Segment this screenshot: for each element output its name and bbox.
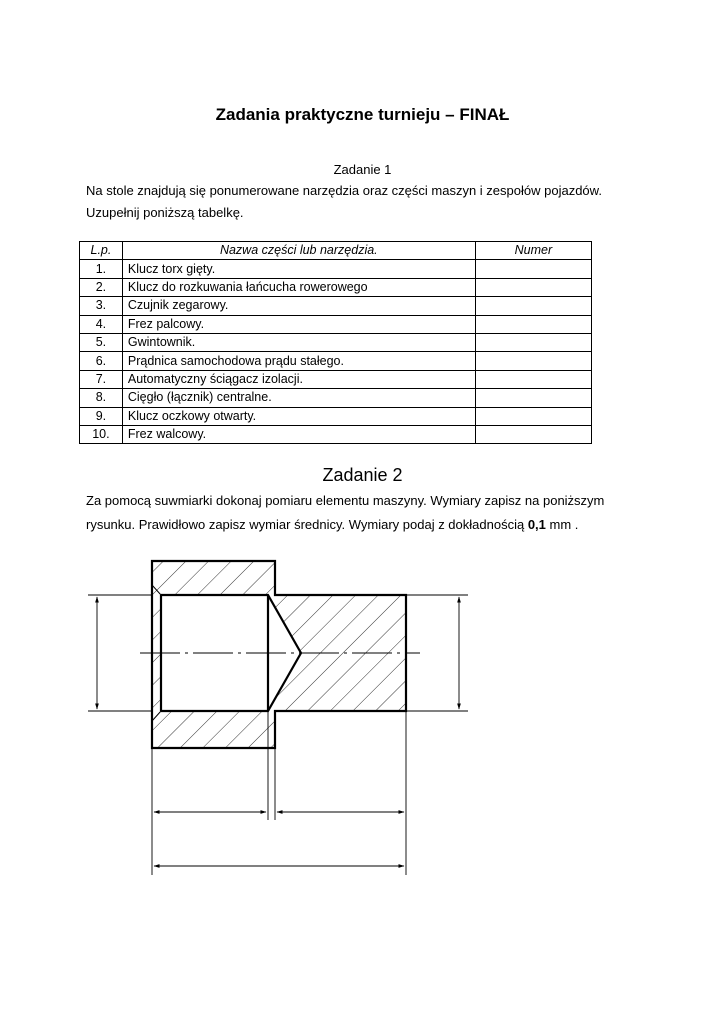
hatched-section xyxy=(140,550,420,760)
parts-table-body xyxy=(80,260,592,444)
header-lp: L.p. xyxy=(80,242,123,260)
task2-description-unit: mm . xyxy=(545,517,579,532)
task2-description-text: rysunku. Prawidłowo zapisz wymiar średnicy. Wymiary podaj z dokładnością xyxy=(86,517,528,532)
row-number-cell[interactable] xyxy=(475,389,591,407)
row-name: Prądnica samochodowa prądu stałego. xyxy=(122,352,475,370)
row-lp: 3. xyxy=(80,297,123,315)
row-name: Frez palcowy. xyxy=(122,315,475,333)
table-row xyxy=(80,333,592,351)
row-name: Czujnik zegarowy. xyxy=(122,297,475,315)
row-number-cell[interactable] xyxy=(475,297,591,315)
row-number-cell[interactable] xyxy=(475,333,591,351)
row-name: Automatyczny ściągacz izolacji. xyxy=(122,370,475,388)
row-lp: 1. xyxy=(80,260,123,278)
row-lp: 5. xyxy=(80,333,123,351)
task2-heading: Zadanie 2 xyxy=(322,465,403,485)
row-name: Gwintownik. xyxy=(122,333,475,351)
row-lp: 10. xyxy=(80,425,123,443)
row-lp: 7. xyxy=(80,370,123,388)
machine-element-drawing[interactable] xyxy=(0,540,725,880)
row-number-cell[interactable] xyxy=(475,370,591,388)
extension-lines xyxy=(88,595,468,875)
table-row xyxy=(80,260,592,278)
row-lp: 8. xyxy=(80,389,123,407)
row-lp: 6. xyxy=(80,352,123,370)
task1-description-line: Uzupełnij poniższą tabelkę. xyxy=(86,205,244,220)
row-number-cell[interactable] xyxy=(475,425,591,443)
row-number-cell[interactable] xyxy=(475,352,591,370)
task2-precision-value: 0,1 xyxy=(527,517,546,532)
table-header-row xyxy=(80,242,592,260)
table-row xyxy=(80,389,592,407)
row-name: Cięgło (łącznik) centralne. xyxy=(122,389,475,407)
row-number-cell[interactable] xyxy=(475,260,591,278)
task1-heading: Zadanie 1 xyxy=(333,162,392,177)
row-number-cell[interactable] xyxy=(475,407,591,425)
table-row xyxy=(80,407,592,425)
row-name: Klucz torx gięty. xyxy=(122,260,475,278)
table-row xyxy=(80,352,592,370)
row-name: Klucz do rozkuwania łańcucha rowerowego xyxy=(122,278,475,296)
row-lp: 4. xyxy=(80,315,123,333)
page-title: Zadania praktyczne turnieju – FINAŁ xyxy=(215,105,510,124)
row-name: Klucz oczkowy otwarty. xyxy=(122,407,475,425)
row-number-cell[interactable] xyxy=(475,278,591,296)
row-lp: 2. xyxy=(80,278,123,296)
table-row xyxy=(80,297,592,315)
row-lp: 9. xyxy=(80,407,123,425)
row-name: Frez walcowy. xyxy=(122,425,475,443)
task2-description-line xyxy=(86,513,686,537)
row-number-cell[interactable] xyxy=(475,315,591,333)
task1-description xyxy=(86,180,646,224)
table-row xyxy=(80,370,592,388)
table-row xyxy=(80,425,592,443)
task2-description xyxy=(86,489,686,537)
parts-table xyxy=(79,241,592,444)
task2-description-line: Za pomocą suwmiarki dokonaj pomiaru elementu maszyny. Wymiary zapisz na poniższym xyxy=(86,493,605,508)
table-row xyxy=(80,315,592,333)
header-number: Numer xyxy=(475,242,591,260)
header-name: Nazwa części lub narzędzia. xyxy=(122,242,475,260)
task1-description-line: Na stole znajdują się ponumerowane narzędzia oraz części maszyn i zespołów pojazdów. xyxy=(86,183,602,198)
table-row xyxy=(80,278,592,296)
